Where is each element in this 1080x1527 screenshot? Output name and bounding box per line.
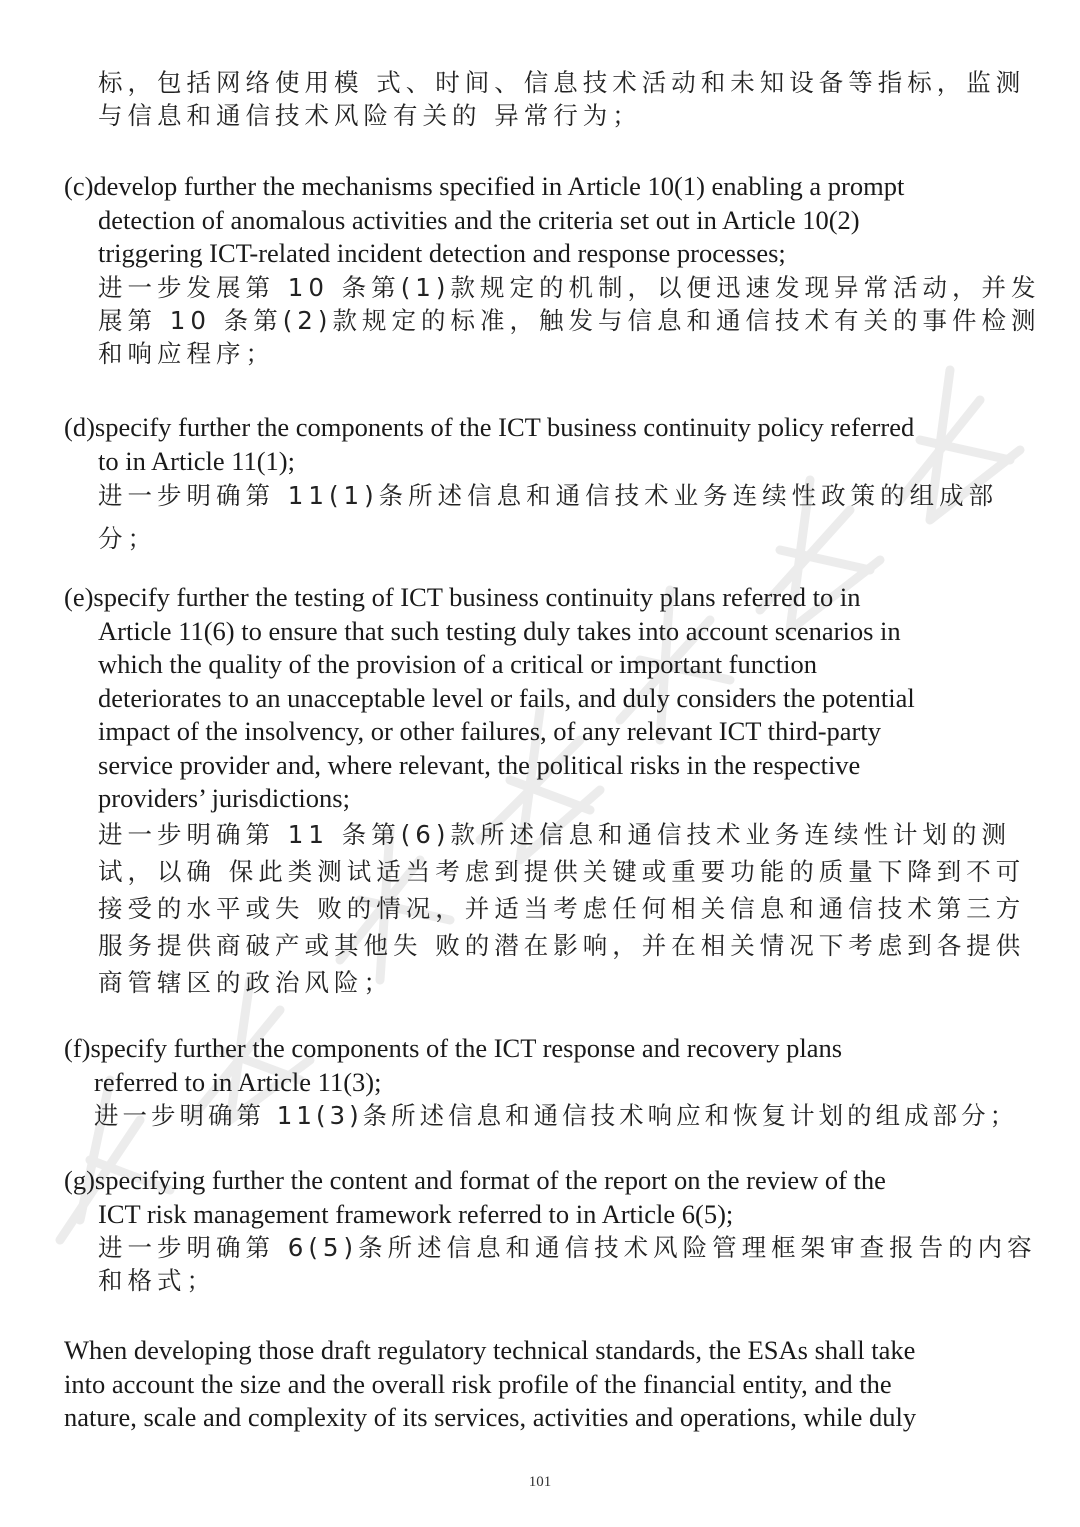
continuation-zh (64, 66, 1026, 132)
item-e-english (64, 581, 1014, 816)
list-item-g (64, 1164, 1037, 1297)
list-item-c (64, 170, 1041, 370)
page-number: 101 (528, 1474, 552, 1490)
text-line: 进一步明确第 11(3)条所述信息和通信技术响应和恢复计划的组成部分； (94, 1101, 1019, 1130)
text-line: 服务提供商破产或其他失 败的潜在影响，并在相关情况下考虑到各提供 (98, 930, 1026, 960)
text-line: (f)specify further the components of the ICT response and recovery plans (64, 1033, 843, 1063)
text-line: into account the size and the overall risk profile of the financial entity, and the (64, 1368, 892, 1399)
item-d-chinese (64, 479, 1014, 555)
text-line: triggering ICT-related incident detection and response processes; (98, 238, 786, 268)
item-f-english (64, 1032, 1014, 1099)
text-line: referred to in Article 11(3); (94, 1066, 382, 1097)
text-line: 和响应程序； (98, 338, 275, 368)
text-line: 展第 10 条第(2)款规定的标准，触发与信息和通信技术有关的事件检测 (98, 305, 1041, 335)
item-e-chinese (64, 816, 1026, 1001)
item-g-chinese (64, 1231, 1037, 1297)
text-line: (e)specify further the testing of ICT business continuity plans referred to in (64, 582, 861, 612)
text-line: 接受的水平或失 败的情况，并适当考虑任何相关信息和通信技术第三方 (98, 893, 1026, 923)
text-line: deteriorates to an unacceptable level or fails, and duly considers the potential (98, 682, 915, 713)
text-line: 进一步发展第 10 条第(1)款规定的机制，以便迅速发现异常活动，并发 (98, 272, 1041, 302)
text-line: 试，以确 保此类测试适当考虑到提供关键或重要功能的质量下降到不可 (98, 856, 1026, 886)
text-line: to in Article 11(1); (98, 445, 295, 476)
closing-english (64, 1334, 1014, 1435)
text-line: ICT risk management framework referred to in Article 6(5); (98, 1198, 734, 1229)
text-line: which the quality of the provision of a critical or important function (98, 649, 817, 679)
text-line: nature, scale and complexity of its services, activities and operations, while duly (64, 1402, 917, 1432)
list-item-d (64, 411, 1014, 555)
text-line: Article 11(6) to ensure that such testing duly takes into account scenarios in (98, 615, 901, 646)
text-line: service provider and, where relevant, the political risks in the respective (98, 749, 861, 780)
text-line: (g)specifying further the content and format of the report on the review of the (64, 1165, 886, 1195)
item-d-english (64, 411, 1014, 478)
item-f-chinese (64, 1099, 1019, 1132)
item-g-english (64, 1164, 1014, 1231)
text-line: 进一步明确第 11(1)条所述信息和通信技术业务连续性政策的组成部 (98, 481, 999, 510)
continuation-paragraph (64, 66, 1026, 132)
text-line: 分； (98, 524, 157, 553)
list-item-f (64, 1032, 1019, 1132)
text-line: When developing those draft regulatory technical standards, the ESAs shall take (64, 1335, 916, 1365)
closing-paragraph (64, 1334, 1014, 1435)
text-line: 标，包括网络使用模 式、时间、信息技术活动和未知设备等指标，监测 (98, 68, 1026, 97)
item-c-chinese (64, 271, 1041, 370)
text-line: 和格式； (98, 1266, 216, 1295)
text-line: (d)specify further the components of the ICT business continuity policy referred (64, 412, 915, 442)
text-line: providers’ jurisdictions; (98, 783, 350, 813)
text-line: 与信息和通信技术风险有关的 异常行为； (98, 101, 642, 130)
text-line: impact of the insolvency, or other failures, of any relevant ICT third-party (98, 716, 881, 746)
list-item-e (64, 581, 1026, 1001)
text-line: (c)develop further the mechanisms specified in Article 10(1) enabling a prompt (64, 171, 905, 201)
text-line: 进一步明确第 11 条第(6)款所述信息和通信技术业务连续性计划的测 (98, 819, 1011, 849)
text-line: detection of anomalous activities and the criteria set out in Article 10(2) (98, 204, 860, 235)
text-line: 商管辖区的政治风险； (98, 967, 393, 997)
text-line: 进一步明确第 6(5)条所述信息和通信技术风险管理框架审查报告的内容 (98, 1233, 1037, 1262)
item-c-english (64, 170, 1014, 271)
